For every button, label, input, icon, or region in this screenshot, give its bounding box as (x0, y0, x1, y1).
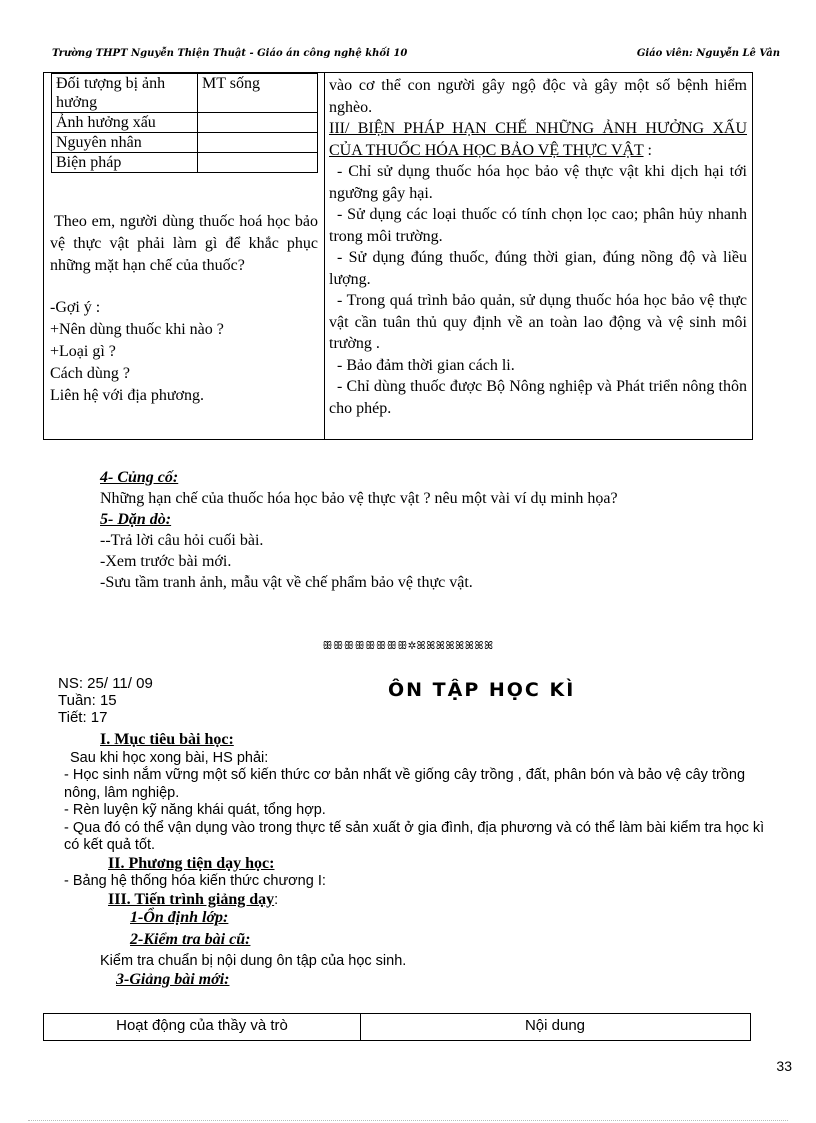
content-column-header: Nội dung (524, 1017, 586, 1034)
step1-heading: 1-Ổn định lớp: (130, 909, 229, 926)
table-row (52, 153, 318, 173)
page-bottom-border (28, 1120, 788, 1121)
means-heading: II. Phương tiện dạy học: (108, 854, 275, 872)
table-row (52, 133, 318, 153)
lesson-plan-body: I. Mục tiêu bài học: Sau khi học xong bài, HS phải: - Học sinh nắm vững một số kiến thức cơ bản nhất về giống cây trồng , đất, phân bón và bảo vệ cây trồng nông, lâm nghiệp. - Rèn luyện kỹ năng khái quát, tổng hợp. - Qua đó có thể vận dụng vào trong thực tế sản xuất ở gia đình, địa phương và có thể làm bài kiểm tra học kì có kết quả tốt. II. Phương tiện dạy học: - Bảng hệ thống hóa kiến thức chương I: III. Tiến trình giảng dạy: 1-Ổn định lớp: 2-Kiểm tra bài cũ: Kiểm tra chuẩn bị nội dung ôn tập của học sinh. 3-Giảng bài mới: (50, 731, 780, 989)
homework-item: --Trả lời câu hỏi cuối bài. (100, 532, 264, 549)
column-divider (324, 73, 325, 439)
lesson-period: Tiết: 17 (58, 709, 108, 726)
consolidation-text: Những hạn chế của thuốc hóa học bảo vệ thực vật ? nêu một vài ví dụ minh họa? (100, 490, 618, 507)
lesson-meta (58, 675, 153, 726)
table-cell: MT sống (198, 74, 318, 113)
measure-item: - Chỉ sử dụng thuốc hóa học bảo vệ thực vật khi dịch hại tới ngưỡng gây hại. (329, 163, 747, 202)
measure-item: - Trong quá trình bảo quản, sử dụng thuốc hóa học bảo vệ thực vật cần tuân thủ quy định về an toàn lao động và vệ sinh môi trường . (329, 292, 747, 352)
table-cell: Ảnh hưởng xấu (52, 113, 198, 133)
measure-item: - Bảo đảm thời gian cách li. (337, 356, 515, 374)
teacher-activity-column (50, 211, 318, 407)
table-cell: Biện pháp (52, 153, 198, 173)
lesson-date: NS: 25/ 11/ 09 (58, 675, 153, 692)
table-cell (198, 133, 318, 153)
header-left: Trường THPT Nguyễn Thiện Thuật - Giáo án công nghệ khối 10 (52, 48, 408, 59)
hint-line: +Loại gì ? (50, 343, 116, 360)
section-heading: III/ BIỆN PHÁP HẠN CHẾ NHỮNG ẢNH HƯỞNG XẤU CỦA THUỐC HÓA HỌC BẢO VỆ THỰC VẬT : (329, 120, 747, 159)
objective-item: - Học sinh nắm vững một số kiến thức cơ bản nhất về giống cây trồng , đất, phân bón và bảo vệ cây trồng nông, lâm nghiệp. (64, 767, 746, 801)
table-cell: Đối tượng bị ảnh hưởng (52, 74, 198, 113)
table-row (52, 113, 318, 133)
step2-heading: 2-Kiểm tra bài cũ: (130, 930, 251, 948)
activity-table (43, 1013, 751, 1041)
table-row (52, 74, 318, 113)
lesson-table (43, 72, 753, 440)
objectives-intro: Sau khi học xong bài, HS phải: (70, 749, 269, 766)
measure-item: - Sử dụng các loại thuốc có tính chọn lọc cao; phân hủy nhanh trong môi trường. (329, 206, 747, 245)
hint-line: Liên hệ với địa phương. (50, 387, 205, 404)
section-separator: ꕥꕥꕥꕥꕥꕥꕥꕥ✲ꕤꕤꕤꕤꕤꕤꕤꕤ (322, 640, 494, 652)
measure-item: - Chỉ dùng thuốc được Bộ Nông nghiệp và Phát triển nông thôn cho phép. (329, 378, 747, 417)
homework-heading: 5- Dặn dò: (100, 511, 172, 528)
page-number: 33 (776, 1058, 792, 1074)
lesson-week: Tuần: 15 (58, 692, 117, 709)
homework-item: -Sưu tầm tranh ảnh, mẫu vật về chế phẩm bảo vệ thực vật. (100, 574, 473, 591)
step3-heading: 3-Giảng bài mới: (116, 970, 230, 988)
process-heading: III. Tiến trình giảng dạy (108, 890, 275, 908)
consolidation-heading: 4- Củng cố: (100, 469, 179, 486)
table-cell (198, 113, 318, 133)
lesson-title: ÔN TẬP HỌC KÌ (388, 679, 576, 701)
impact-table (51, 73, 318, 173)
activity-column-header: Hoạt động của thầy và trò (44, 1014, 361, 1040)
table-cell: Nguyên nhân (52, 133, 198, 153)
content-intro: vào cơ thể con người gây ngộ độc và gây một số bệnh hiểm nghèo. (329, 77, 747, 116)
means-item: - Bảng hệ thống hóa kiến thức chương I: (64, 873, 326, 889)
consolidation-section (100, 467, 760, 593)
hint-line: Cách dùng ? (50, 365, 130, 382)
step2-text: Kiểm tra chuẩn bị nội dung ôn tập của học sinh. (100, 953, 407, 969)
objectives-heading: I. Mục tiêu bài học: (100, 731, 234, 748)
measure-item: - Sử dụng đúng thuốc, đúng thời gian, đúng nồng độ và liều lượng. (329, 249, 747, 288)
content-column (329, 75, 747, 419)
header-right: Giáo viên: Nguyễn Lê Vân (636, 48, 780, 59)
hint-line: +Nên dùng thuốc khi nào ? (50, 321, 224, 338)
table-cell (198, 153, 318, 173)
homework-item: -Xem trước bài mới. (100, 553, 232, 570)
hint-line: -Gợi ý : (50, 299, 101, 316)
question-text: Theo em, người dùng thuốc hoá học bảo vệ thực vật phải làm gì để khắc phục những mặt hạn chế của thuốc? (50, 213, 318, 274)
objective-item: - Qua đó có thể vận dụng vào trong thực tế sản xuất ở gia đình, địa phương và có thể làm bài kiểm tra học kì có kết quả tốt. (64, 819, 765, 853)
objective-item: - Rèn luyện kỹ năng khái quát, tổng hợp. (64, 802, 326, 818)
